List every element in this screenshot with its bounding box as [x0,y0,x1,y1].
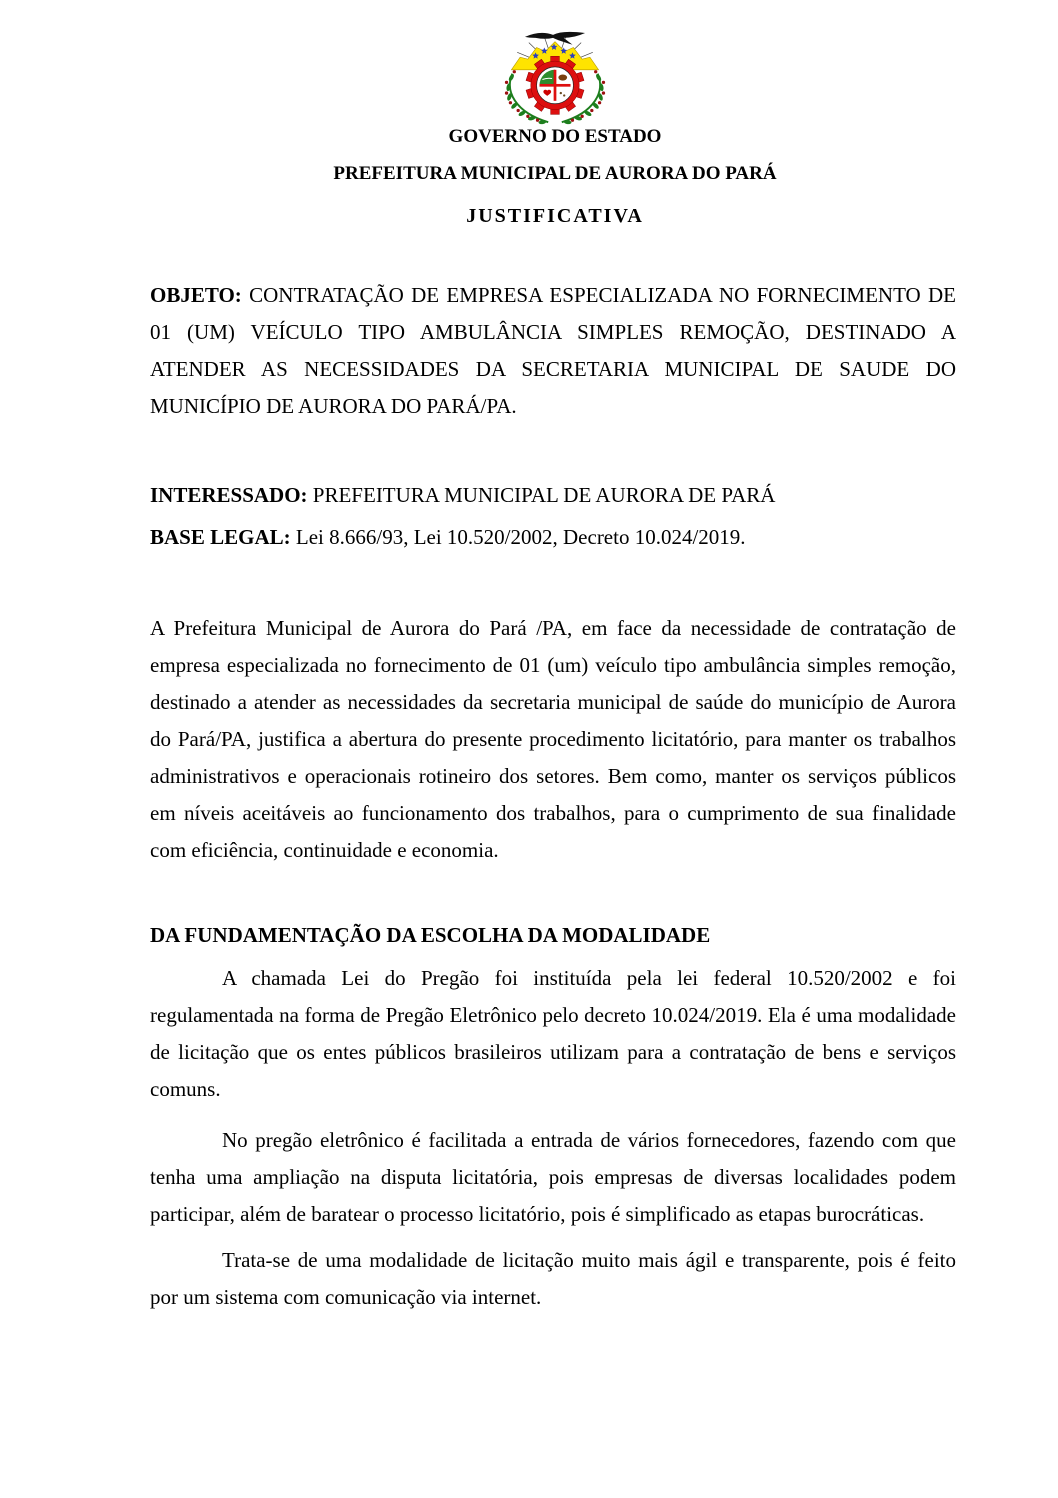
coat-of-arms [492,29,618,130]
intro-paragraph: A Prefeitura Municipal de Aurora do Pará /PA, em face da necessidade de contratação de empresa especializada no fornecimento de 01 (um) veículo tipo ambulância simples remoção, destinado a atender as necessidades da secretaria municipal de saúde do município de Aurora do Pará/PA, justifica a abertura do presente procedimento licitatório, para manter os trabalhos administrativos e operacionais rotineiro dos setores. Bem como, manter os serviços públicos em níveis aceitáveis ao funcionamento dos trabalhos, para o cumprimento de sua finalidade com eficiência, continuidade e economia. [150,616,956,862]
interessado-text: PREFEITURA MUNICIPAL DE AURORA DE PARÁ [307,483,776,507]
base-legal-paragraph [150,519,956,556]
modality-paragraph-1: A chamada Lei do Pregão foi instituída pela lei federal 10.520/2002 e foi regulamentada na forma de Pregão Eletrônico pelo decreto 10.024/2019. Ela é uma modalidade de licitação que os entes públicos brasileiros utilizam para a contratação de bens e serviços comuns. [150,966,956,1101]
objeto-paragraph [150,277,956,425]
section-heading: DA FUNDAMENTAÇÃO DA ESCOLHA DA MODALIDADE [150,923,711,947]
base-legal-label: BASE LEGAL: [150,525,291,549]
base-legal-text: Lei 8.666/93, Lei 10.520/2002, Decreto 10.024/2019. [290,525,746,549]
objeto-label: OBJETO: [150,283,242,307]
header-municipality-line: PREFEITURA MUNICIPAL DE AURORA DO PARÁ [333,163,777,184]
header-government-line: GOVERNO DO ESTADO [448,126,662,147]
shield-icon [537,67,574,104]
interessado-paragraph [150,477,956,514]
document-title: JUSTIFICATIVA [466,205,644,227]
objeto-text: CONTRATAÇÃO DE EMPRESA ESPECIALIZADA NO FORNECIMENTO DE 01 (UM) VEÍCULO TIPO AMBULÂNCIA SIMPLES REMOÇÃO, DESTINADO A ATENDER AS NECESSIDADES DA SECRETARIA MUNICIPAL DE SAUDE DO MUNICÍPIO DE AURORA DO PARÁ/PA. [150,283,956,418]
modality-paragraph-2: No pregão eletrônico é facilitada a entrada de vários fornecedores, fazendo com que tenha uma ampliação na disputa licitatória, pois empresas de diversas localidades podem participar, além de baratear o processo licitatório, pois é simplificado as etapas burocráticas. [150,1128,956,1226]
interessado-label: INTERESSADO: [150,483,308,507]
modality-paragraph-3: Trata-se de uma modalidade de licitação muito mais ágil e transparente, pois é feito por um sistema com comunicação via internet. [150,1248,956,1309]
